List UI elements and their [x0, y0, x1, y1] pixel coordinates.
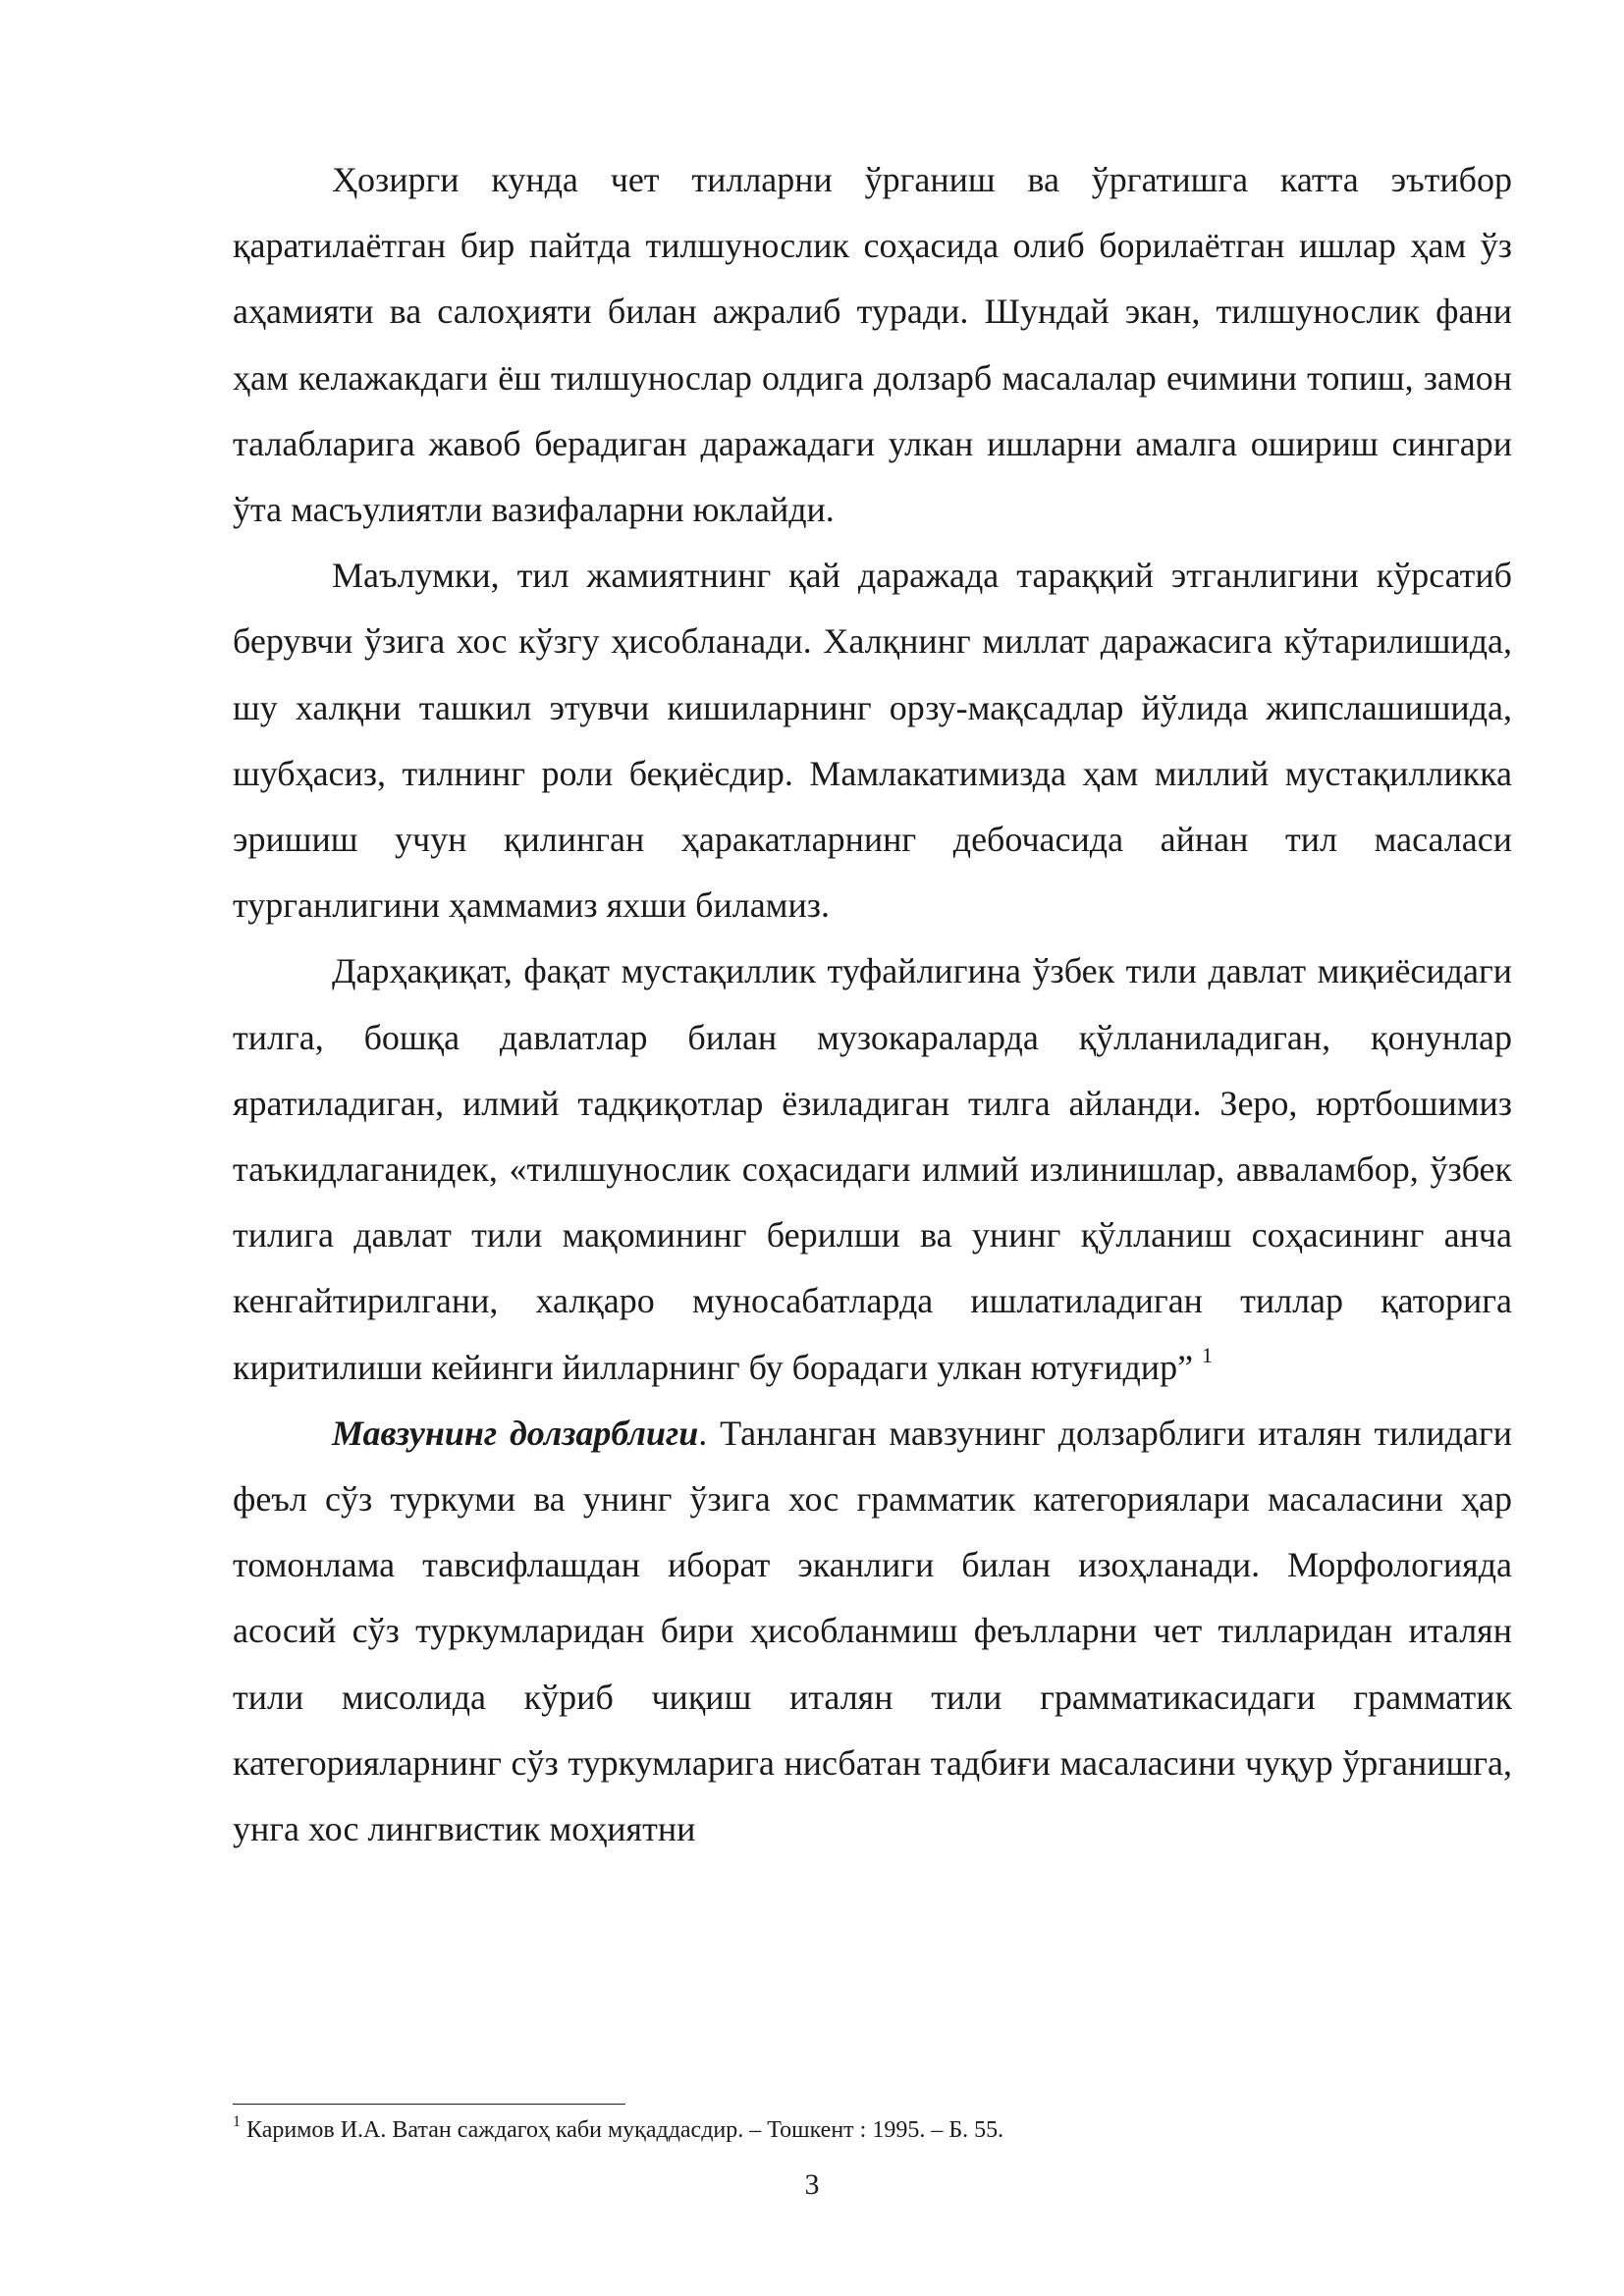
paragraph-intro: Ҳозирги кунда чет тилларни ўрганиш ва ўргатишга катта эътибор қаратилаётган бир пайтда тилшунослик соҳасида олиб борилаётган ишлар ҳам ўз аҳамияти ва салоҳияти билан ажралиб туради. Шундай экан, тилшунослик фани ҳам келажакдаги ёш тилшунослар олдига долзарб масалалар ечимини топиш, замон талабларига жавоб берадиган даражадаги улкан ишларни амалга ошириш сингари ўта масъулиятли вазифаларни юклайди. [233, 160, 1512, 530]
paragraph-language-society: Маълумки, тил жамиятнинг қай даражада тараққий этганлигини кўрсатиб берувчи ўзига хос кўзгу ҳисобланади. Халқнинг миллат даражасига кўтарилишида, шу халқни ташкил этувчи кишиларнинг орзу-мақсадлар йўлида жипслашишида, шубҳасиз, тилнинг роли беқиёсдир. Мамлакатимизда ҳам миллий мустақилликка эришиш учун қилинган ҳаракатларнинг дебочасида айнан тил масаласи турганлигини ҳаммамиз яхши биламиз. [233, 556, 1512, 926]
footnote [233, 2112, 1512, 2148]
paragraph-relevance [233, 1401, 1512, 1862]
paragraph-state-language [233, 938, 1512, 1400]
page-number: 3 [804, 2168, 820, 2201]
body-text [233, 147, 1512, 1862]
footnote-text: Каримов И.А. Ватан саждагоҳ каби муқаддасдир. – Тошкент : 1995. – Б. 55. [241, 2117, 1004, 2143]
footnote-number: 1 [233, 2113, 241, 2130]
footnote-reference[interactable]: 1 [1202, 1342, 1214, 1367]
relevance-heading: Мавзунинг долзарблиги [332, 1413, 699, 1453]
paragraph-relevance-text: . Танланган мавзунинг долзарблиги италян тилидаги феъл сўз туркуми ва унинг ўзига хос грамматик категориялари масаласини ҳар томонлама тавсифлашдан иборат эканлиги билан изоҳланади. Морфологияда асосий сўз туркумларидан бири ҳисобланмиш феълларни чет тилларидан италян тили мисолида кўриб чиқиш италян тили грамматикасидаги грамматик категорияларнинг сўз туркумларига нисбатан тадбиғи масаласини чуқур ўрганишга, унга хос лингвистик моҳиятни [233, 1413, 1512, 1849]
footnote-divider [233, 2104, 625, 2105]
paragraph-state-language-text: Дарҳақиқат, фақат мустақиллик туфайлигина ўзбек тили давлат миқиёсидаги тилга, бошқа давлатлар билан музокараларда қўлланиладиган, қонунлар яратиладиган, илмий тадқиқотлар ёзиладиган тилга айланди. Зеро, юртбошимиз таъкидлаганидек, «тилшунослик соҳасидаги илмий излинишлар, авваламбор, ўзбек тилига давлат тили мақомининг берилши ва унинг қўлланиш соҳасининг анча кенгайтирилгани, халқаро муносабатларда ишлатиладиган тиллар қаторига киритилиши кейинги йилларнинг бу борадаги улкан ютуғидир” [233, 951, 1512, 1387]
